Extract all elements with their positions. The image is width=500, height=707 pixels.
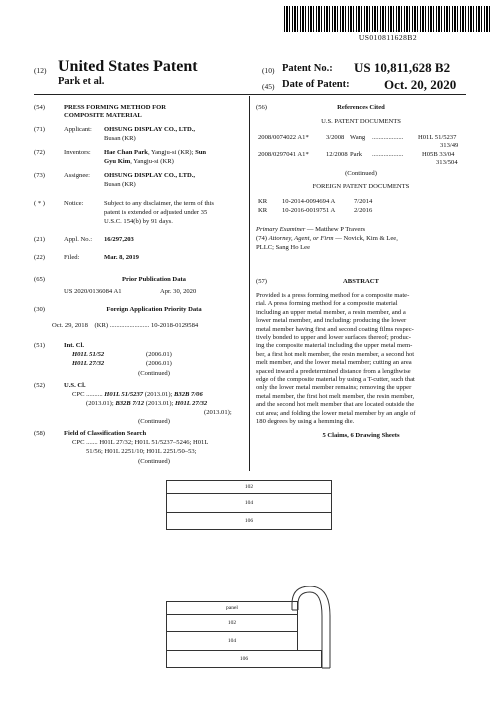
filed-date: Mar. 8, 2019 [104,254,139,261]
tag-52: (52) [34,382,45,389]
tag-10: (10) [262,66,275,75]
tag-54: (54) [34,104,45,111]
fig2-layer-104: 104 [166,631,298,651]
tag-51: (51) [34,342,45,349]
notice-line-1: Subject to any disclaimer, the term of this [104,200,214,207]
tag-12: (12) [34,66,47,75]
column-divider [249,96,250,471]
int-cl-1-date: (2006.01) [146,351,172,358]
tag-72: (72) [34,149,45,156]
barcode [284,6,492,32]
patent-no-label: Patent No.: [282,63,333,74]
us-patent-docs-heading: U.S. PATENT DOCUMENTS [321,118,401,125]
ref-1-sub: 313/49 [440,142,459,149]
tag-30: (30) [34,306,45,313]
ref-1-dots: ................... [372,134,404,141]
int-cl-2: H01L 27/32 [72,360,105,367]
primary-examiner: Primary Examiner — Matthew P Travers [256,226,366,233]
foreign-ref-2-country: KR [258,207,268,214]
field-search-label: Field of Classification Search [64,430,147,437]
inventors-line-1: Hae Chan Park, Yangju-si (KR); Sun [104,149,207,156]
us-cl-line-2: (2013.01); B32B 7/12 (2013.01); H01L 27/32 [86,400,208,407]
fig2-layer-106: 106 [166,650,322,668]
assignee-label: Assignee: [64,172,91,179]
tag-57: (57) [256,278,267,285]
title-line-1: PRESS FORMING METHOD FOR [64,104,167,111]
foreign-patent-docs-heading: FOREIGN PATENT DOCUMENTS [312,183,410,190]
ref-2-sub: 313/504 [436,159,458,166]
ref-2-class: H05B 33/04 [422,151,455,158]
date-label: Date of Patent: [282,79,350,90]
inventors-label: Inventors: [64,149,91,156]
notice-label: Notice: [64,200,84,207]
foreign-ref-1-date: 7/2014 [354,198,373,205]
ref-2-dots: ................... [372,151,404,158]
foreign-ref-1-number: 10-2014-0094694 A [282,198,336,205]
notice-line-2: patent is extended or adjusted under 35 [104,209,208,216]
us-cl-line-1: CPC .......... H01L 51/5237 (2013.01); B32B 7/06 [72,391,203,398]
ref-1-date: 3/2008 [326,134,345,141]
tag-22: (22) [34,254,45,261]
ref-2-number: 2008/0297041 A1* [258,151,309,158]
claims-summary: 5 Claims, 6 Drawing Sheets [322,432,400,439]
us-cl-label: U.S. Cl. [64,382,86,389]
title-line-2: COMPOSITE MATERIAL [64,112,142,119]
ref-2-name: Park [350,151,363,158]
tag-58: (58) [34,430,45,437]
tag-45: (45) [262,82,275,91]
filed-label: Filed: [64,254,80,261]
ref-1-class: H01L 51/5237 [418,134,457,141]
fig1-layer-102: 102 [166,480,332,494]
fig1-layer-104: 104 [166,493,332,513]
inventors-line-2: Gyu Kim, Yangju-si (KR) [104,158,174,165]
country-title: United States Patent [58,58,198,75]
tag-71: (71) [34,126,45,133]
prior-pub-date: Apr. 30, 2020 [160,288,197,295]
prior-pub-heading: Prior Publication Data [122,276,186,283]
ref-1-number: 2008/0074022 A1* [258,134,309,141]
field-search-continued: (Continued) [138,458,170,465]
patent-date: Oct. 20, 2020 [384,77,457,92]
tag-65: (65) [34,276,45,283]
us-cl-line-3: (2013.01); [204,409,232,416]
ref-1-name: Wang [350,134,366,141]
foreign-ref-1-country: KR [258,198,268,205]
abstract-body: Provided is a press forming method for a composite mate- rial. A press forming method for a composite material including an upper metal member, a resin member, and a lower metal member, and including: producing the lower metal member having first and second coating films respec- tively bonded to upper and lower surfaces thereof; produc- ing the composite material including the upper metal mem- ber, a first hot melt member, the resin member, a second hot melt member, and the lower metal member; cutting an area spaced inward a predetermined distance from a lengthwise edge of the composite material by using a T-cutter, such that only the lower metal member remains; removing the upper metal member, the first hot melt member, the resin member, and the second hot melt member that are located outside the cut area; and folding the lower metal member by an angle of 180 degrees by using a hemming die. [256,292,416,426]
tag-56: (56) [256,104,267,111]
foreign-priority-row: Oct. 29, 2018 (KR) ........................ 10-2018-0129584 [52,322,199,329]
fig2-layer-102: 102 [166,614,298,632]
us-cl-continued: (Continued) [138,418,170,425]
fig2-layer-panel: panel [166,601,298,615]
int-cl-label: Int. Cl. [64,342,84,349]
tag-73: (73) [34,172,45,179]
patent-no: US 10,811,628 B2 [354,60,451,75]
inventor-short: Park et al. [58,76,105,87]
header-rule [34,94,466,95]
foreign-ref-2-date: 2/2016 [354,207,373,214]
refs-continued: (Continued) [345,170,377,177]
int-cl-2-date: (2006.01) [146,360,172,367]
fig2-hem-fold [290,586,350,676]
applicant-label: Applicant: [64,126,92,133]
abstract-heading: ABSTRACT [343,278,379,285]
applicant-name: OHSUNG DISPLAY CO., LTD., [104,126,196,133]
ref-2-date: 12/2008 [326,151,348,158]
prior-pub-number: US 2020/0136084 A1 [64,288,122,295]
int-cl-1: H01L 51/52 [72,351,105,358]
references-heading: References Cited [337,104,385,111]
assignee-name: OHSUNG DISPLAY CO., LTD., [104,172,196,179]
foreign-ref-2-number: 10-2016-0019751 A [282,207,336,214]
tag-21: (21) [34,236,45,243]
attorney-line-1: (74) Attorney, Agent, or Firm — Novick, Kim & Lee, [256,235,398,242]
int-cl-continued: (Continued) [138,370,170,377]
appl-number: 16/297,203 [104,236,134,243]
appl-label: Appl. No.: [64,236,93,243]
assignee-location: Busan (KR) [104,181,136,188]
attorney-line-2: PLLC; Sang Ho Lee [256,244,311,251]
notice-line-3: U.S.C. 154(b) by 91 days. [104,218,173,225]
foreign-priority-heading: Foreign Application Priority Data [106,306,202,313]
barcode-number: US010811628B2 [358,33,418,42]
field-search-line-2: 51/56; H01L 2251/10; H01L 2251/50–53; [86,448,197,455]
applicant-location: Busan (KR) [104,135,136,142]
tag-notice: ( * ) [34,200,45,207]
field-search-line-1: CPC ....... H01L 27/32; H01L 51/5237–5246; H01L [72,439,209,446]
fig1-layer-106: 106 [166,512,332,530]
